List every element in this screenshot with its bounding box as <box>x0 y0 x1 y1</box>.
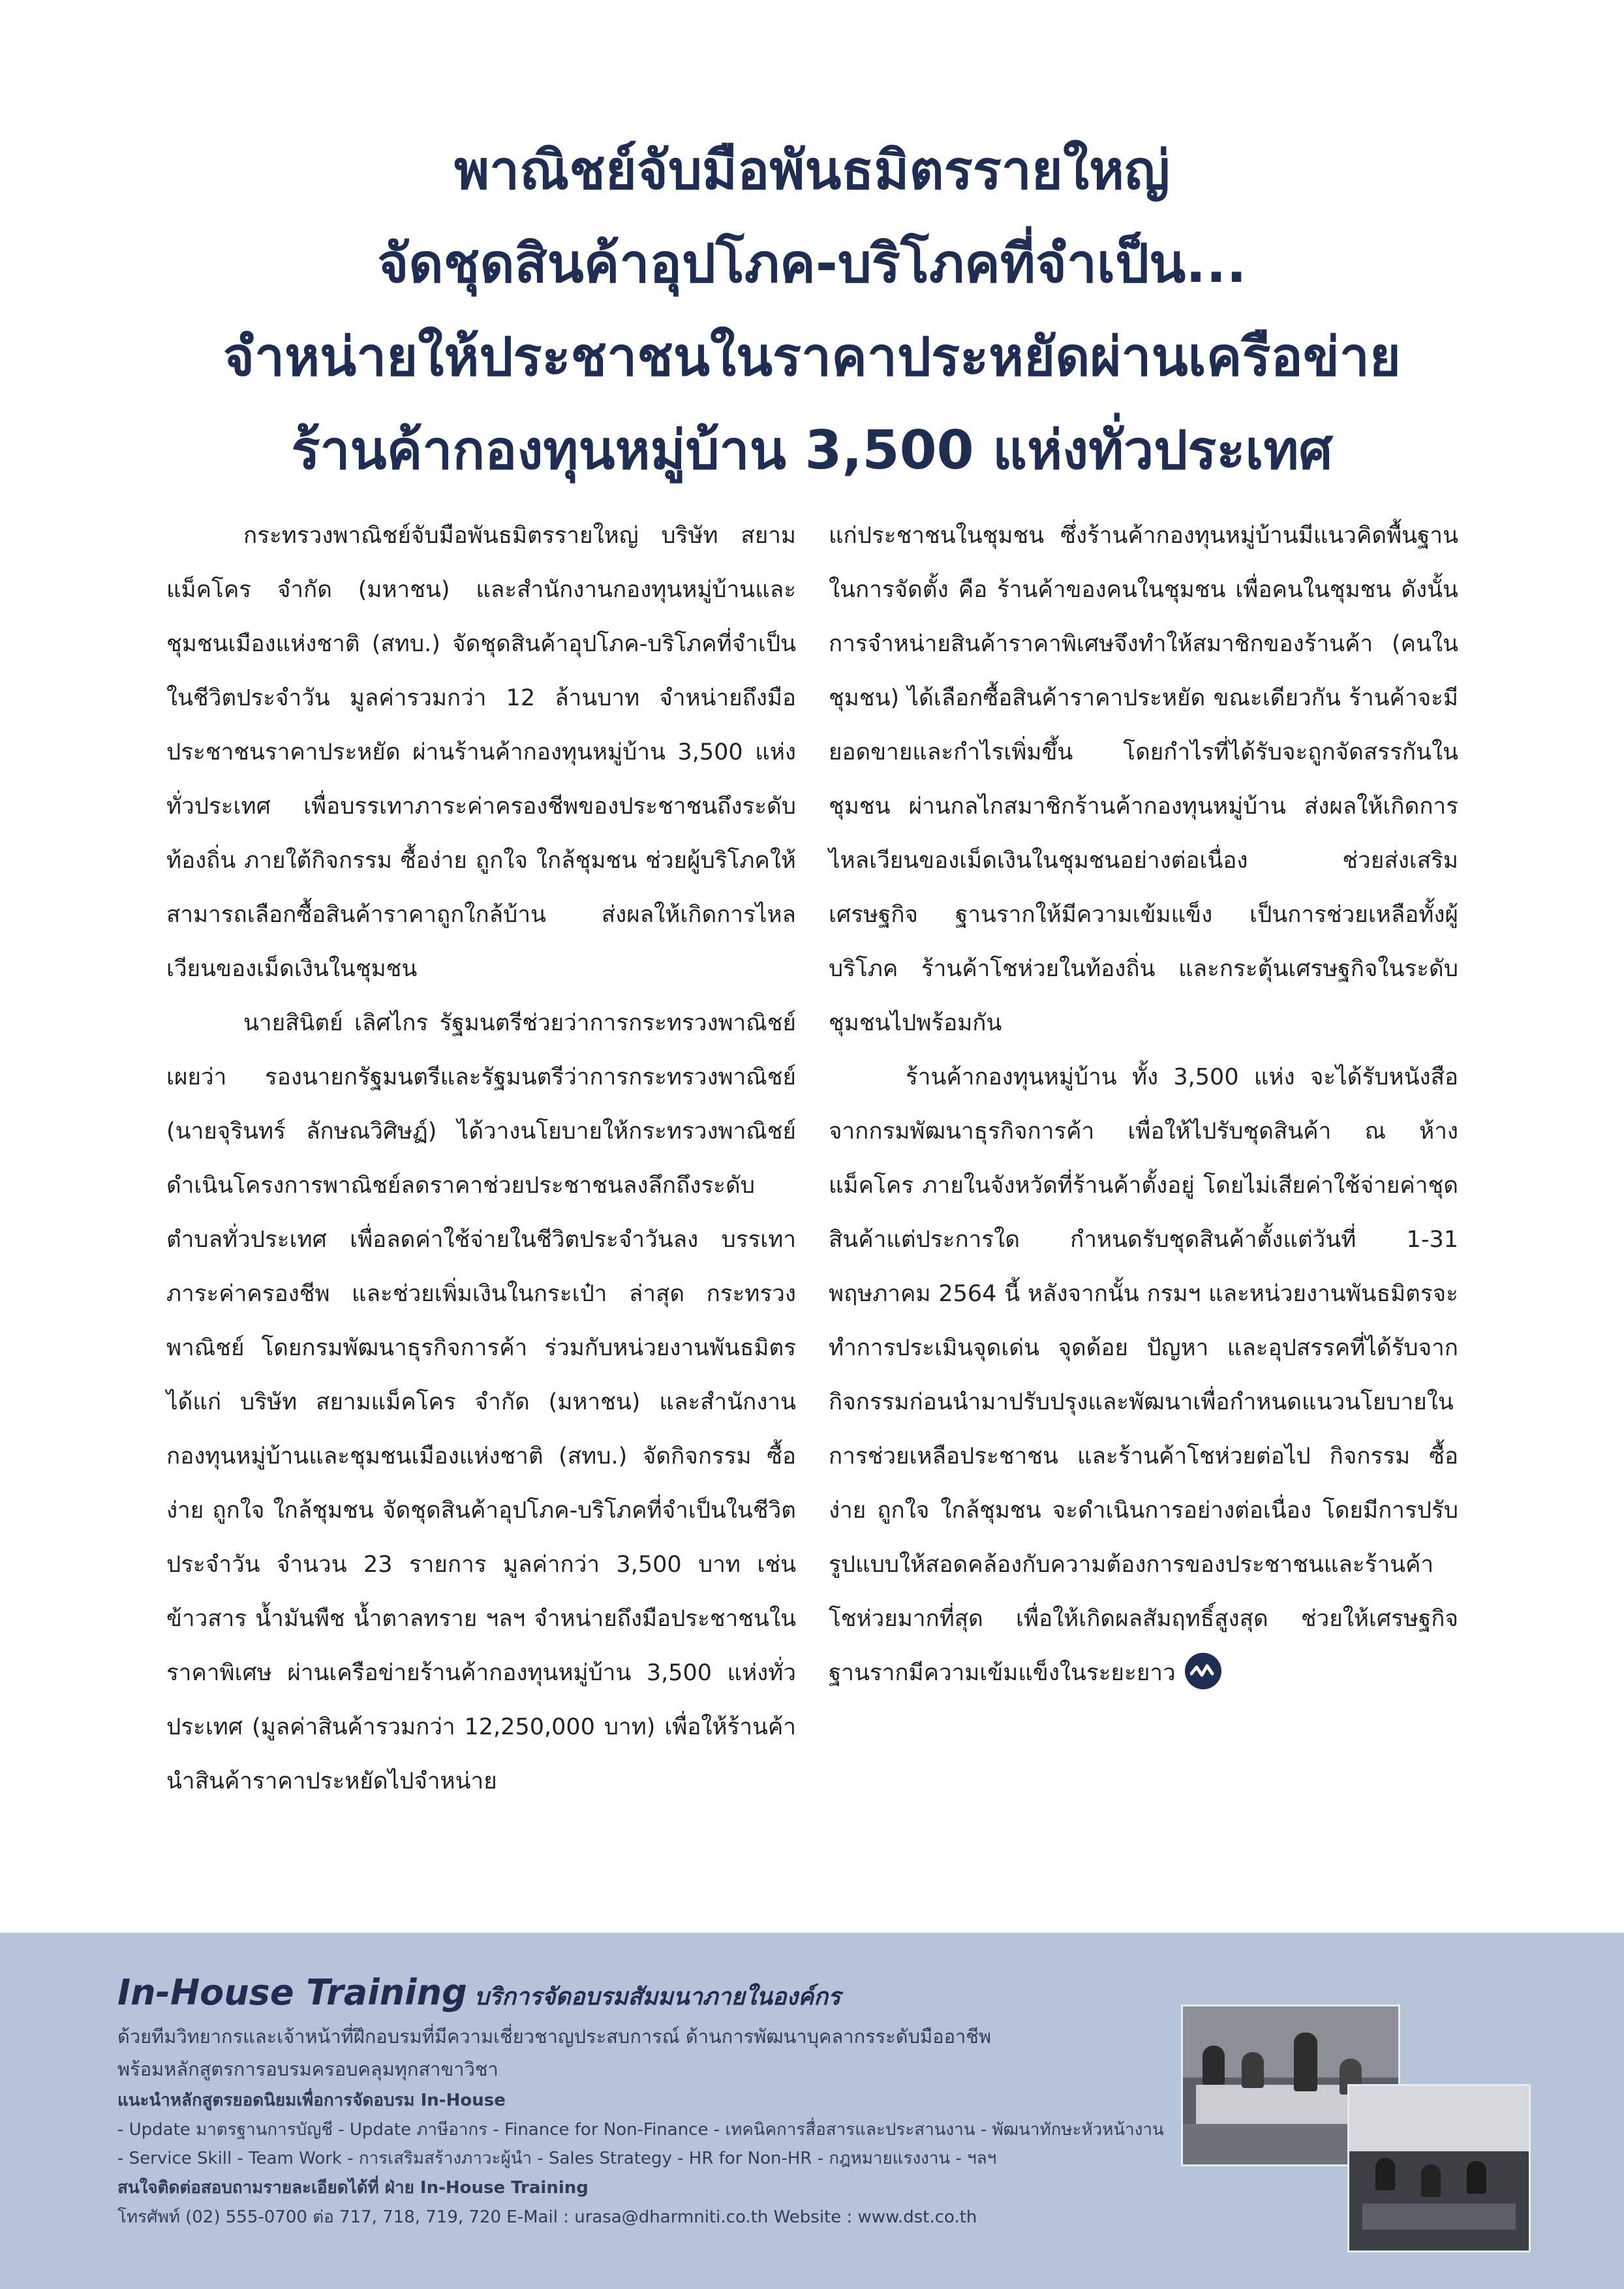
footer-courses-list-1: - Update มาตรฐานการบัญชี - Update ภาษีอากร - Finance for Non-Finance - เทคนิคการสื่อสารและประสานงาน - พัฒนาทักษะหัวหน้างาน <box>117 2120 1164 2140</box>
article-paragraph-final <box>829 1051 1458 1700</box>
article-paragraph: นายสินิตย์ เลิศไกร รัฐมนตรีช่วยว่าการกระทรวงพาณิชย์ เผยว่า รองนายกรัฐมนตรีและรัฐมนตรีว่าการกระทรวงพาณิชย์ (นายจุรินทร์ ลักษณวิศิษฏ์) ได้วางนโยบายให้กระทรวงพาณิชย์ดำเนินโครงการพาณิชย์ลดราคาช่วยประชาชนลงลึกถึงระดับตำบลทั่วประเทศ เพื่อลดค่าใช้จ่ายในชีวิตประจำวันลง บรรเทาภาระค่าครองชีพ และช่วยเพิ่มเงินในกระเป๋า ล่าสุด กระทรวงพาณิชย์ โดยกรมพัฒนาธุรกิจการค้า ร่วมกับหน่วยงานพันธมิตร ได้แก่ บริษัท สยามแม็คโคร จำกัด (มหาชน) และสำนักงานกองทุนหมู่บ้านและชุมชนเมืองแห่งชาติ (สทบ.) จัดกิจกรรม ซื้อง่าย ถูกใจ ใกล้ชุมชน จัดชุดสินค้าอุปโภค-บริโภคที่จำเป็นในชีวิตประจำวัน จำนวน 23 รายการ มูลค่ากว่า 3,500 บาท เช่น ข้าวสาร น้ำมันพืช น้ำตาลทราย ฯลฯ จำหน่ายถึงมือประชาชนในราคาพิเศษ ผ่านเครือข่ายร้านค้ากองทุนหมู่บ้าน 3,500 แห่งทั่วประเทศ (มูลค่าสินค้ารวมกว่า 12,250,000 บาท) เพื่อให้ร้านค้านำสินค้าราคาประหยัดไปจำหน่าย <box>166 1010 796 1794</box>
headline-line-4: ร้านค้ากองทุนหมู่บ้าน 3,500 แห่งทั่วประเทศ <box>291 420 1333 482</box>
headline-line-1: พาณิชย์จับมือพันธมิตรรายใหญ่ <box>454 140 1170 202</box>
article-column-right <box>829 509 1458 1700</box>
headline-line-3: จำหน่ายให้ประชาชนในราคาประหยัดผ่านเครือข่าย <box>223 326 1401 388</box>
footer-band <box>0 1933 1624 2289</box>
footer-courses-heading: แนะนำหลักสูตรยอดนิยมเพื่อการจัดอบรม In-House <box>117 2091 506 2110</box>
headline-line-2: จัดชุดสินค้าอุปโภค-บริโภคที่จำเป็น... <box>377 233 1247 295</box>
article-paragraph: แก่ประชาชนในชุมชน ซึ่งร้านค้ากองทุนหมู่บ้านมีแนวคิดพื้นฐานในการจัดตั้ง คือ ร้านค้าของคนในชุมชน เพื่อคนในชุมชน ดังนั้น การจำหน่ายสินค้าราคาพิเศษจึงทำให้สมาชิกของร้านค้า (คนในชุมชน) ได้เลือกซื้อสินค้าราคาประหยัด ขณะเดียวกัน ร้านค้าจะมียอดขายและกำไรเพิ่มขึ้น โดยกำไรที่ได้รับจะถูกจัดสรรกันในชุมชน ผ่านกลไกสมาชิกร้านค้ากองทุนหมู่บ้าน ส่งผลให้เกิดการไหลเวียนของเม็ดเงินในชุมชนอย่างต่อเนื่อง ช่วยส่งเสริมเศรษฐกิจ ฐานรากให้มีความเข้มแข็ง เป็นการช่วยเหลือทั้งผู้บริโภค ร้านค้าโชห่วยในท้องถิ่น และกระตุ้นเศรษฐกิจในระดับชุมชนไปพร้อมกัน <box>829 523 1458 1036</box>
footer-contact-info: โทรศัพท์ (02) 555-0700 ต่อ 717, 718, 719, 720 E-Mail : urasa@dharmniti.co.th Website : www.dst.co.th <box>117 2207 977 2227</box>
footer-subtitle: บริการจัดอบรมสัมมนาภายในองค์กร <box>474 1984 841 2010</box>
footer-title-row <box>117 1972 1161 2015</box>
article-paragraph-text: ร้านค้ากองทุนหมู่บ้าน ทั้ง 3,500 แห่ง จะได้รับหนังสือจากกรมพัฒนาธุรกิจการค้า เพื่อให้ไปรับชุดสินค้า ณ ห้างแม็คโคร ภายในจังหวัดที่ร้านค้าตั้งอยู่ โดยไม่เสียค่าใช้จ่ายค่าชุดสินค้าแต่ประการใด กำหนดรับชุดสินค้าตั้งแต่วันที่ 1-31 พฤษภาคม 2564 นี้ หลังจากนั้น กรมฯ และหน่วยงานพันธมิตรจะทำการประเมินจุดเด่น จุดด้อย ปัญหา และอุปสรรคที่ได้รับจากกิจกรรมก่อนนำมาปรับปรุงและพัฒนาเพื่อกำหนดแนวนโยบายในการช่วยเหลือประชาชน และร้านค้าโชห่วยต่อไป กิจกรรม ซื้อง่าย ถูกใจ ใกล้ชุมชน จะดำเนินการอย่างต่อเนื่อง โดยมีการปรับรูปแบบให้สอดคล้องกับความต้องการของประชาชนและร้านค้าโชห่วยมากที่สุด เพื่อให้เกิดผลสัมฤทธิ์สูงสุด ช่วยให้เศรษฐกิจฐานรากมีความเข้มแข็งในระยะยาว <box>829 1064 1458 1686</box>
training-photo-2 <box>1347 2084 1531 2252</box>
footer-title: In-House Training <box>117 1972 467 2013</box>
footer-contact-heading: สนใจติดต่อสอบถามรายละเอียดได้ที่ ฝ่าย In-House Training <box>117 2178 589 2198</box>
article-headline <box>117 124 1507 497</box>
footer-description-2: พร้อมหลักสูตรการอบรมครอบคลุมทุกสาขาวิชา <box>117 2058 498 2080</box>
footer-description-1: ด้วยทีมวิทยากรและเจ้าหน้าที่ฝึกอบรมที่มีความเชี่ยวชาญประสบการณ์ ด้านการพัฒนาบุคลากรระดับมืออาชีพ <box>117 2025 992 2048</box>
article-paragraph: กระทรวงพาณิชย์จับมือพันธมิตรรายใหญ่ บริษัท สยามแม็คโคร จำกัด (มหาชน) และสำนักงานกองทุนหมู่บ้านและชุมชนเมืองแห่งชาติ (สทบ.) จัดชุดสินค้าอุปโภค-บริโภคที่จำเป็นในชีวิตประจำวัน มูลค่ารวมกว่า 12 ล้านบาท จำหน่ายถึงมือประชาชนราคาประหยัด ผ่านร้านค้ากองทุนหมู่บ้าน 3,500 แห่ง ทั่วประเทศ เพื่อบรรเทาภาระค่าครองชีพของประชาชนถึงระดับท้องถิ่น ภายใต้กิจกรรม ซื้อง่าย ถูกใจ ใกล้ชุมชน ช่วยผู้บริโภคให้สามารถเลือกซื้อสินค้าราคาถูกใกล้บ้าน ส่งผลให้เกิดการไหลเวียนของเม็ดเงินในชุมชน <box>166 523 796 982</box>
article-column-left <box>166 509 796 1809</box>
footer-text-block <box>117 1972 1164 2232</box>
wave-logo-icon <box>1185 1653 1221 1689</box>
footer-courses-list-2: - Service Skill - Team Work - การเสริมสร้างภาวะผู้นำ - Sales Strategy - HR for Non-HR - กฎหมายแรงงาน - ฯลฯ <box>117 2149 997 2168</box>
